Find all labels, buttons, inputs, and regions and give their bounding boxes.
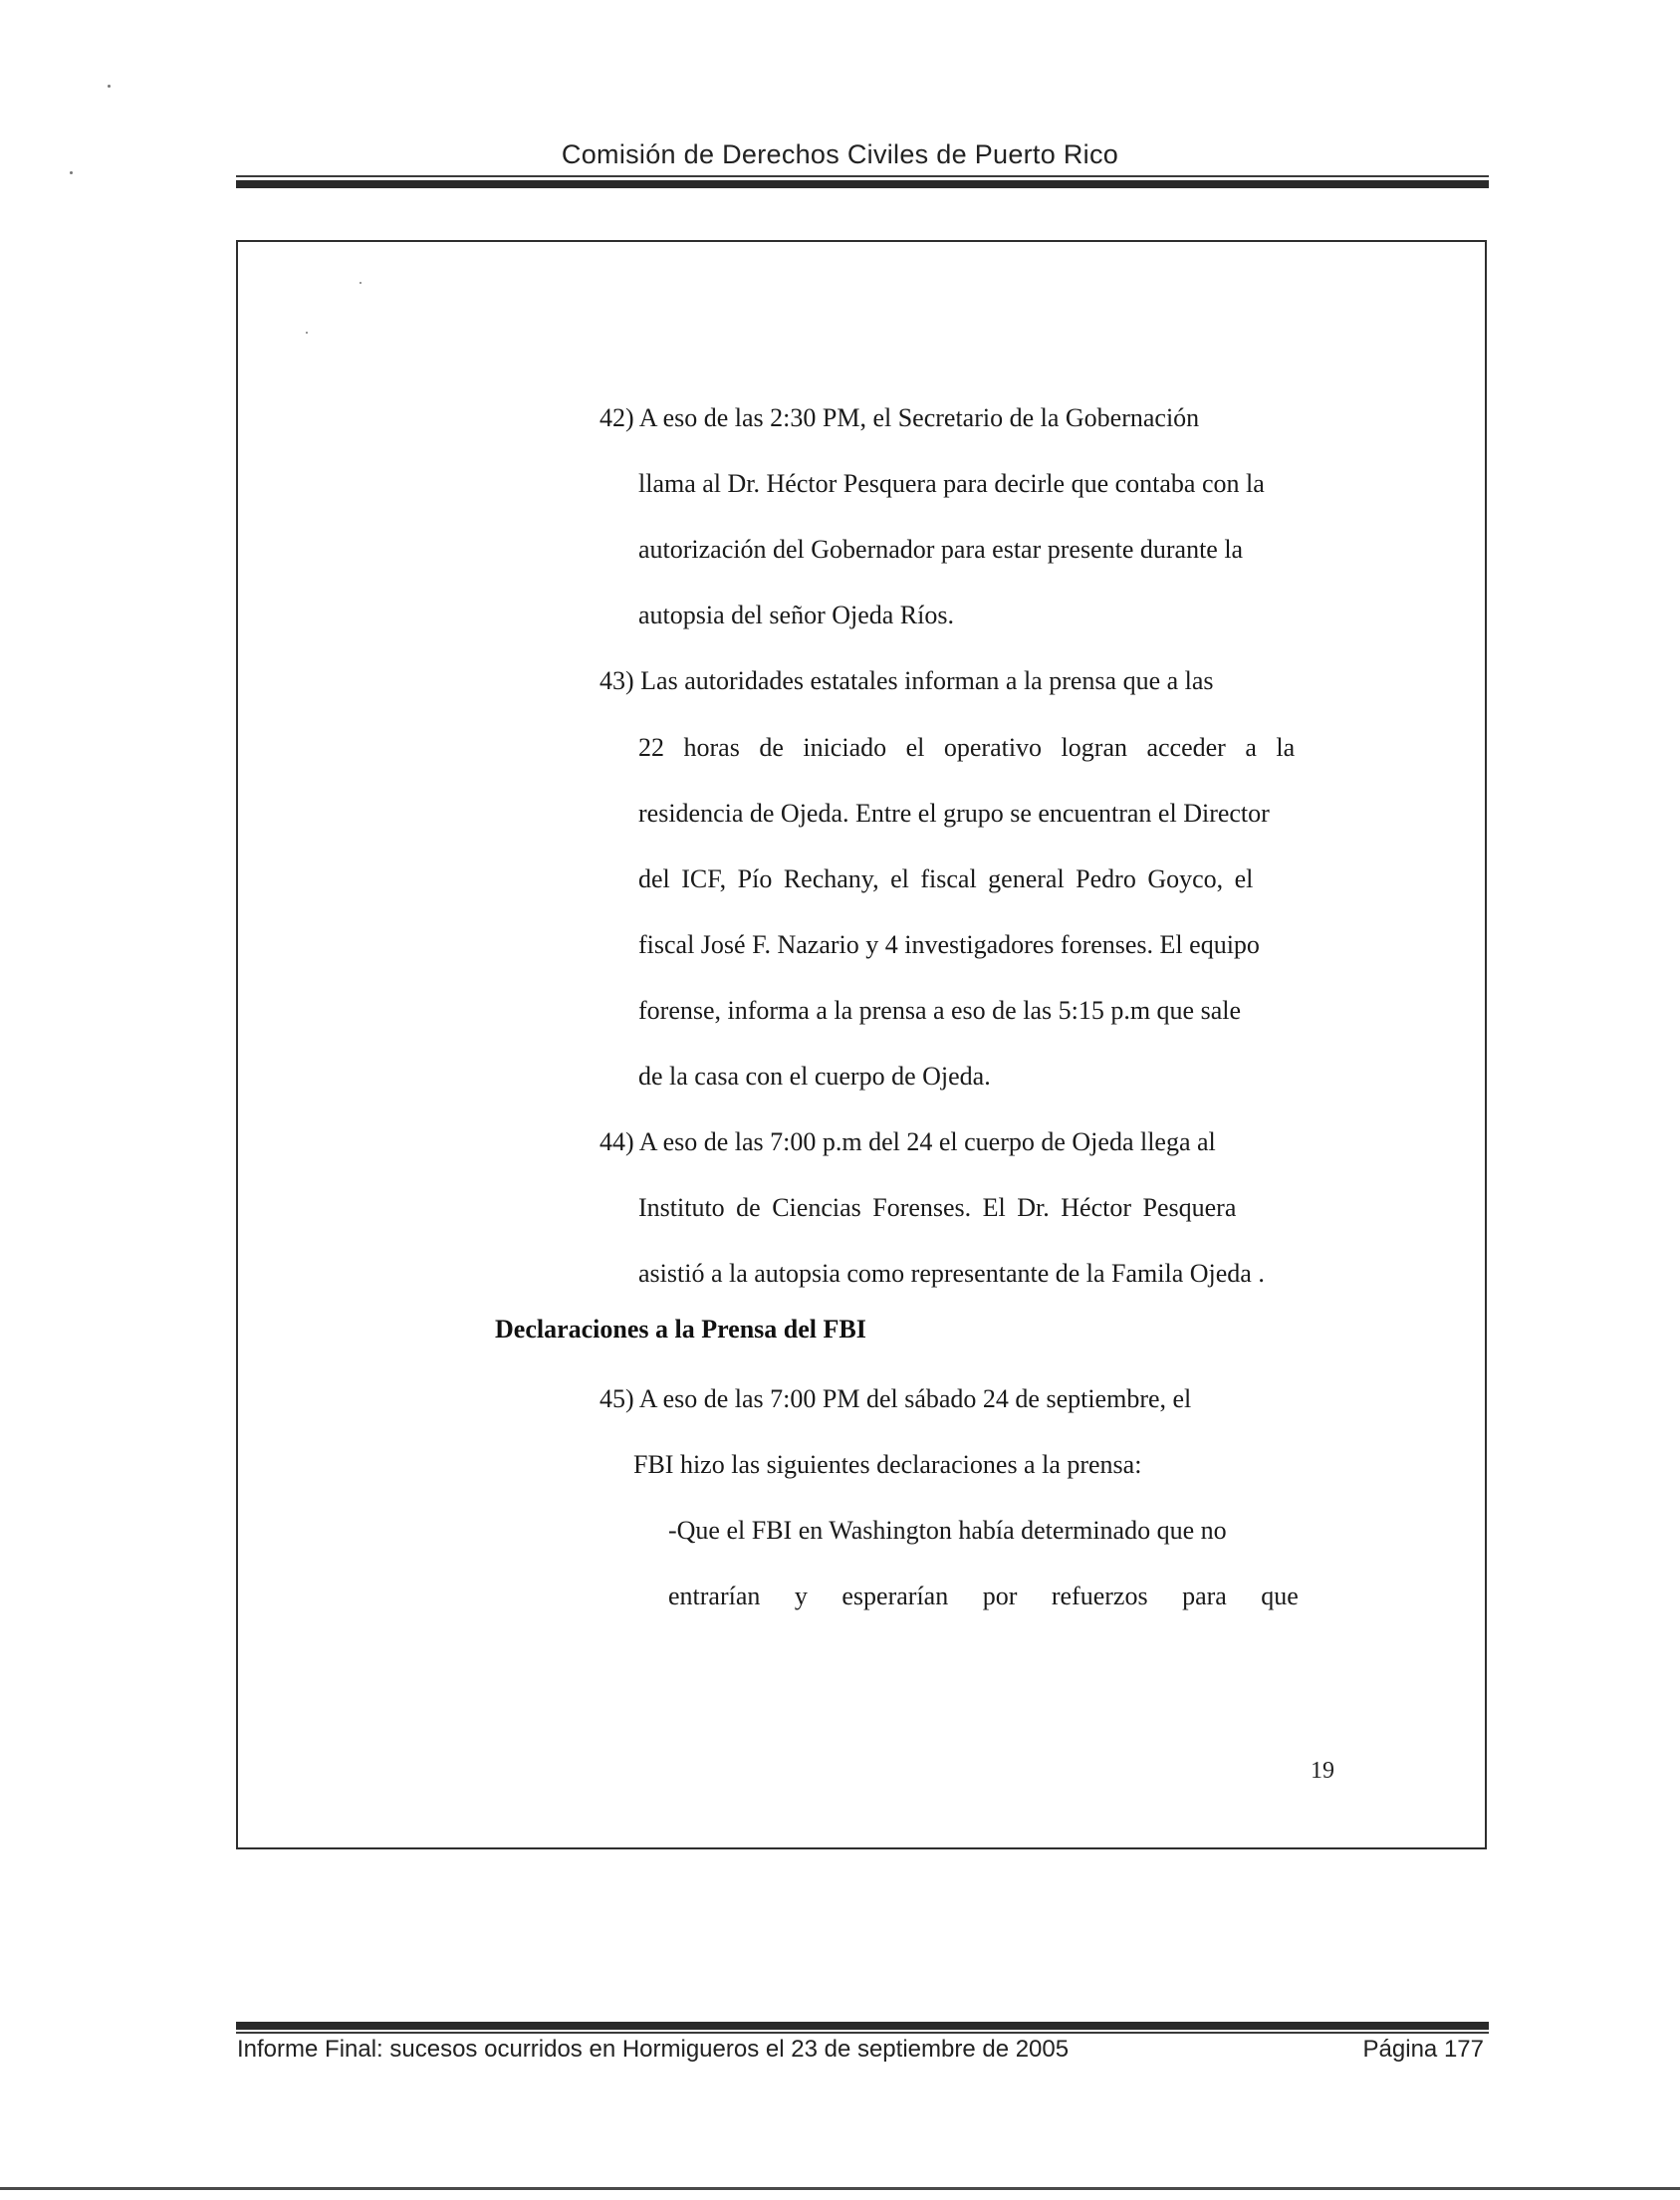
footer-rule-thick xyxy=(236,2022,1489,2030)
text-line: Instituto de Ciencias Forenses. El Dr. Héctor Pesquera xyxy=(638,1193,1237,1222)
footer-page-number: Página 177 xyxy=(1362,2036,1484,2063)
text-line: llama al Dr. Héctor Pesquera para decirle que contaba con la xyxy=(638,469,1265,498)
section-heading: Declaraciones a la Prensa del FBI xyxy=(495,1315,866,1344)
paragraph-45-bullet-line-1 xyxy=(668,1516,1227,1546)
paragraph-43-line-2 xyxy=(638,733,1295,763)
text-line: FBI hizo las siguientes declaraciones a la prensa: xyxy=(633,1450,1142,1479)
text-line: de la casa con el cuerpo de Ojeda. xyxy=(638,1062,991,1091)
scan-speck xyxy=(70,171,73,174)
paragraph-42-line-4 xyxy=(638,601,954,630)
paragraph-45-line-1 xyxy=(600,1384,1191,1414)
paragraph-44-line-1 xyxy=(600,1127,1216,1157)
text-line: residencia de Ojeda. Entre el grupo se encuentran el Director xyxy=(638,799,1270,828)
header-rule-thick xyxy=(236,180,1489,188)
text-line: forense, informa a la prensa a eso de las 5:15 p.m que sale xyxy=(638,996,1242,1025)
paragraph-44-line-3 xyxy=(638,1259,1265,1289)
paragraph-42-line-1 xyxy=(600,403,1338,433)
text-line: fiscal José F. Nazario y 4 investigadores forenses. El equipo xyxy=(638,930,1260,959)
text-line: 44) A eso de las 7:00 p.m del 24 el cuerpo de Ojeda llega al xyxy=(600,1127,1216,1156)
footer-rule-thin xyxy=(236,2032,1489,2034)
text-line: 43) Las autoridades estatales informan a la prensa que a las xyxy=(600,666,1214,695)
paragraph-43-line-5 xyxy=(638,930,1260,960)
paragraph-43-line-6 xyxy=(638,996,1241,1026)
scan-speck xyxy=(360,282,361,284)
text-line: autorización del Gobernador para estar presente durante la xyxy=(638,535,1244,564)
paragraph-42-line-3 xyxy=(638,535,1338,565)
document-header-title: Comisión de Derechos Civiles de Puerto Rico xyxy=(561,139,1119,169)
text-line: -Que el FBI en Washington había determinado que no xyxy=(668,1516,1227,1545)
paragraph-43-line-3 xyxy=(638,799,1270,829)
paragraph-45-bullet-line-2 xyxy=(668,1582,1299,1611)
paragraph-42-line-2 xyxy=(638,469,1338,499)
paragraph-44-line-2 xyxy=(638,1193,1236,1223)
paragraph-45-line-2 xyxy=(633,1450,1141,1480)
paragraph-43-line-7 xyxy=(638,1062,991,1092)
text-line: asistió a la autopsia como representante de la Famila Ojeda . xyxy=(638,1259,1265,1288)
header-rule-thin xyxy=(236,175,1489,177)
text-line: 22 horas de iniciado el operativo logran acceder a la xyxy=(638,733,1296,762)
text-line: autopsia del señor Ojeda Ríos. xyxy=(638,601,954,629)
text-line: 45) A eso de las 7:00 PM del sábado 24 de septiembre, el xyxy=(600,1384,1192,1413)
text-line: del ICF, Pío Rechany, el fiscal general Pedro Goyco, el xyxy=(638,864,1254,893)
scan-speck xyxy=(108,85,111,88)
footer-document-title: Informe Final: sucesos ocurridos en Hormigueros el 23 de septiembre de 2005 xyxy=(237,2036,1070,2063)
paragraph-43-line-1 xyxy=(600,666,1214,696)
text-line: entrarían y esperarían por refuerzos para que xyxy=(668,1582,1299,1610)
scan-speck xyxy=(306,332,308,334)
inner-page-number: 19 xyxy=(1311,1758,1334,1784)
scan-bottom-edge xyxy=(0,2187,1680,2190)
paragraph-43-line-4 xyxy=(638,864,1253,894)
text-line: 42) A eso de las 2:30 PM, el Secretario de la Gobernación xyxy=(600,403,1200,432)
